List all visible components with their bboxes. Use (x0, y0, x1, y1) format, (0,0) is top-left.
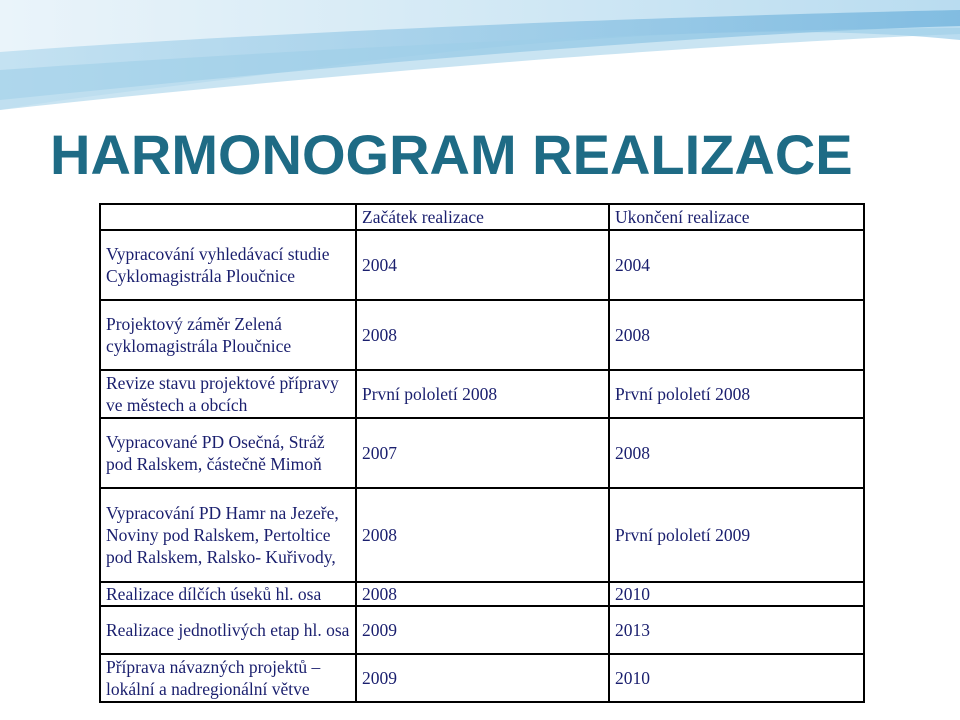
activity-cell: Projektový záměr Zelená cyklomagistrála Ploučnice (100, 300, 356, 370)
table-row (100, 230, 864, 300)
activity-cell: Vypracované PD Osečná, Stráž pod Ralskem, částečně Mimoň (100, 418, 356, 488)
table-row (100, 370, 864, 418)
schedule-table (99, 203, 865, 703)
activity-cell: Vypracování PD Hamr na Jezeře, Noviny pod Ralskem, Pertoltice pod Ralskem, Ralsko- Kuřivody, (100, 488, 356, 582)
end-cell: První pololetí 2009 (609, 488, 864, 582)
table-header-row (100, 204, 864, 230)
header-start-cell: Začátek realizace (356, 204, 609, 230)
header-wave-decoration (0, 0, 960, 120)
start-cell: První pololetí 2008 (356, 370, 609, 418)
start-cell: 2007 (356, 418, 609, 488)
start-cell: 2008 (356, 300, 609, 370)
start-cell: 2009 (356, 654, 609, 702)
table-row (100, 488, 864, 582)
table-row (100, 606, 864, 654)
end-cell: 2013 (609, 606, 864, 654)
activity-cell: Revize stavu projektové přípravy ve městech a obcích (100, 370, 356, 418)
end-cell: 2010 (609, 582, 864, 606)
table-row (100, 582, 864, 606)
start-cell: 2008 (356, 582, 609, 606)
end-cell: První pololetí 2008 (609, 370, 864, 418)
end-cell: 2008 (609, 300, 864, 370)
activity-cell: Vypracování vyhledávací studie Cyklomagistrála Ploučnice (100, 230, 356, 300)
activity-cell: Realizace jednotlivých etap hl. osa (100, 606, 356, 654)
header-activity-cell (100, 204, 356, 230)
start-cell: 2004 (356, 230, 609, 300)
start-cell: 2008 (356, 488, 609, 582)
header-end-cell: Ukončení realizace (609, 204, 864, 230)
activity-cell: Příprava návazných projektů – lokální a nadregionální větve (100, 654, 356, 702)
activity-cell: Realizace dílčích úseků hl. osa (100, 582, 356, 606)
table-row (100, 418, 864, 488)
table-row (100, 300, 864, 370)
page-title: HARMONOGRAM REALIZACE (50, 123, 853, 186)
end-cell: 2010 (609, 654, 864, 702)
end-cell: 2008 (609, 418, 864, 488)
table-row (100, 654, 864, 702)
start-cell: 2009 (356, 606, 609, 654)
end-cell: 2004 (609, 230, 864, 300)
